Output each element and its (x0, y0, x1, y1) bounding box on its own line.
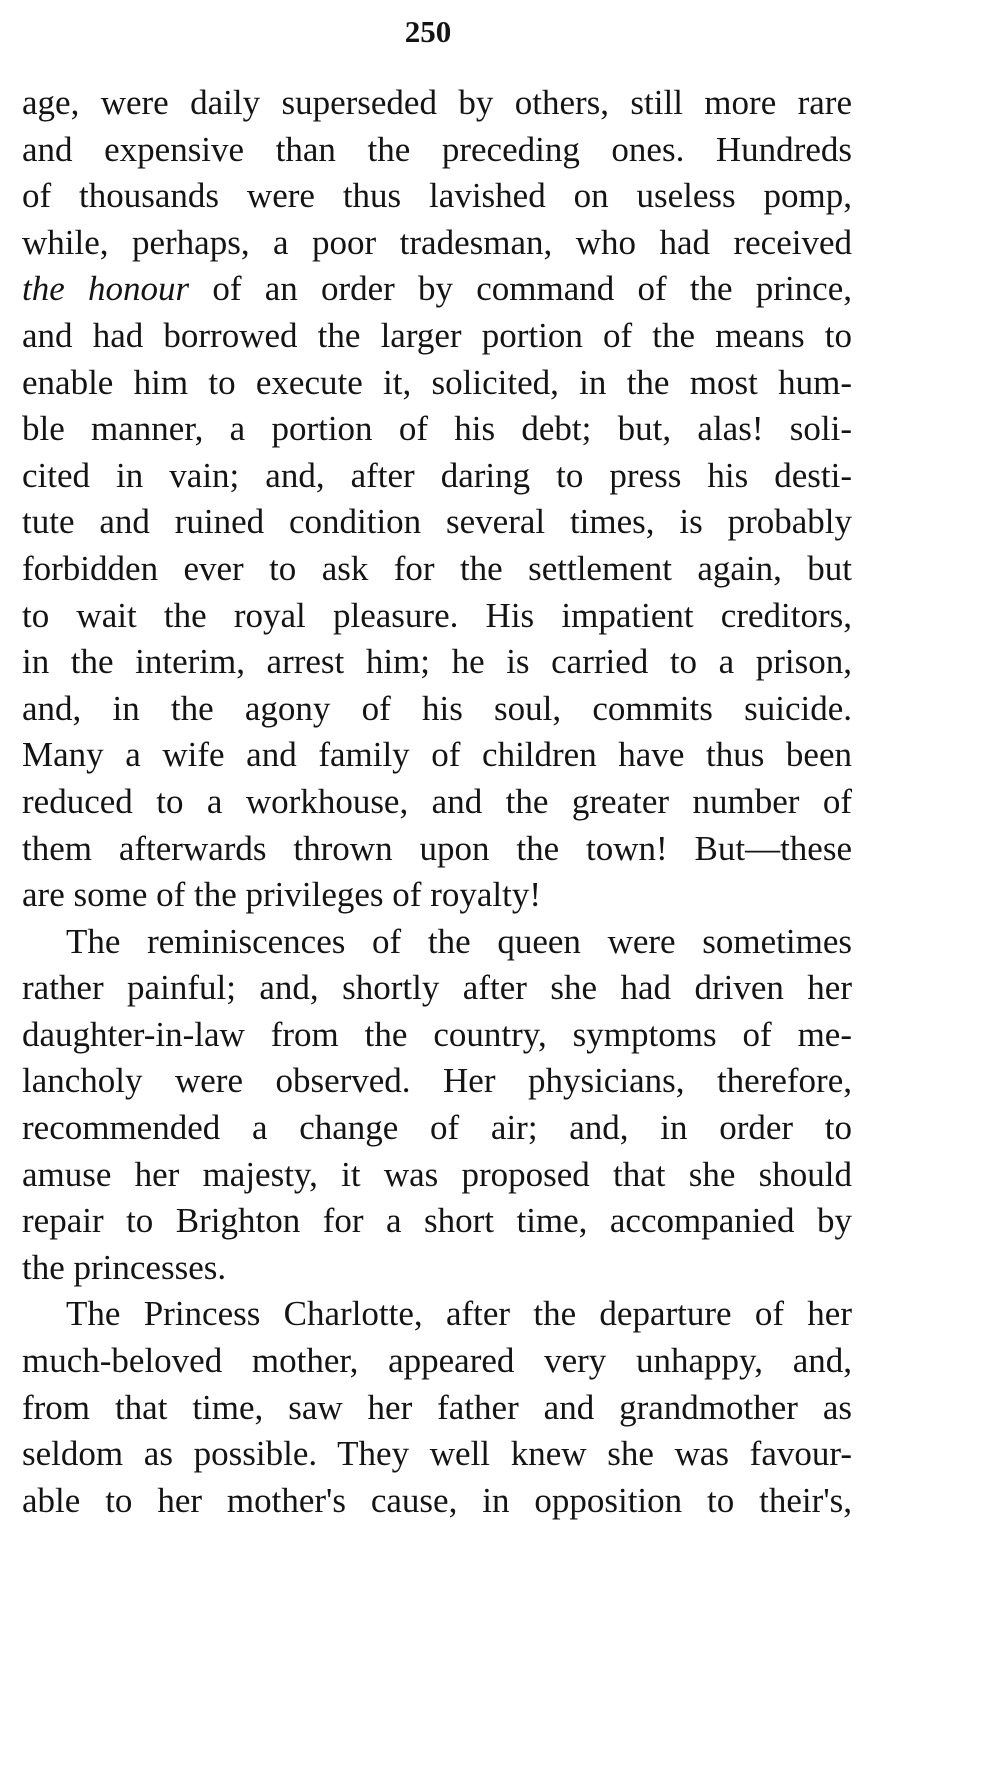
text-line: seldom as possible. They well knew she was favour- (22, 1434, 852, 1474)
text-line-with-italic (22, 266, 852, 313)
text-line-rest: of an order by command of the prince, (212, 269, 852, 309)
text-line: rather painful; and, shortly after she had driven her (22, 968, 852, 1008)
text-line: cited in vain; and, after daring to press his desti- (22, 455, 852, 495)
text-line: amuse her majesty, it was proposed that she should (22, 1154, 852, 1194)
text-line: age, were daily superseded by others, still more rare (22, 83, 852, 122)
paragraph-1 (22, 80, 852, 919)
text-line: ble manner, a portion of his debt; but, alas! soli- (22, 409, 852, 449)
text-line: daughter-in-law from the country, symptoms of me- (22, 1014, 852, 1054)
text-line: from that time, saw her father and grandmother as (22, 1387, 852, 1427)
text-line: and, in the agony of his soul, commits suicide. (22, 688, 852, 728)
text-line: The Princess Charlotte, after the departure of her (66, 1294, 852, 1334)
text-line: them afterwards thrown upon the town! But—these (22, 828, 852, 868)
text-line: while, perhaps, a poor tradesman, who had received (22, 222, 852, 262)
text-line: able to her mother's cause, in opposition to their's, (22, 1480, 852, 1520)
text-line: and expensive than the preceding ones. Hundreds (22, 129, 852, 169)
paragraph-2 (22, 919, 852, 1292)
text-line: The reminiscences of the queen were sometimes (66, 921, 852, 961)
text-line: the princesses. (22, 1247, 227, 1287)
text-line: repair to Brighton for a short time, accompanied by (22, 1201, 852, 1241)
text-line: reduced to a workhouse, and the greater number of (22, 781, 852, 821)
page-number: 250 (404, 14, 452, 49)
text-line: of thousands were thus lavished on useless pomp, (22, 176, 852, 216)
text-line: in the interim, arrest him; he is carried to a prison, (22, 642, 852, 682)
text-line: lancholy were observed. Her physicians, therefore, (22, 1061, 852, 1101)
text-line: forbidden ever to ask for the settlement again, but (22, 548, 852, 588)
text-line: much-beloved mother, appeared very unhappy, and, (22, 1341, 852, 1381)
text-line: to wait the royal pleasure. His impatient creditors, (22, 595, 852, 635)
body-text (22, 80, 852, 1524)
text-line: enable him to execute it, solicited, in the most hum- (22, 362, 852, 402)
text-line: Many a wife and family of children have thus been (22, 735, 852, 775)
text-line: tute and ruined condition several times, is probably (22, 502, 852, 542)
text-line: recommended a change of air; and, in order to (22, 1108, 852, 1148)
paragraph-3 (22, 1291, 852, 1524)
italic-phrase: the honour (22, 269, 190, 309)
text-line: are some of the privileges of royalty! (22, 875, 541, 915)
text-line: and had borrowed the larger portion of the means to (22, 315, 852, 355)
